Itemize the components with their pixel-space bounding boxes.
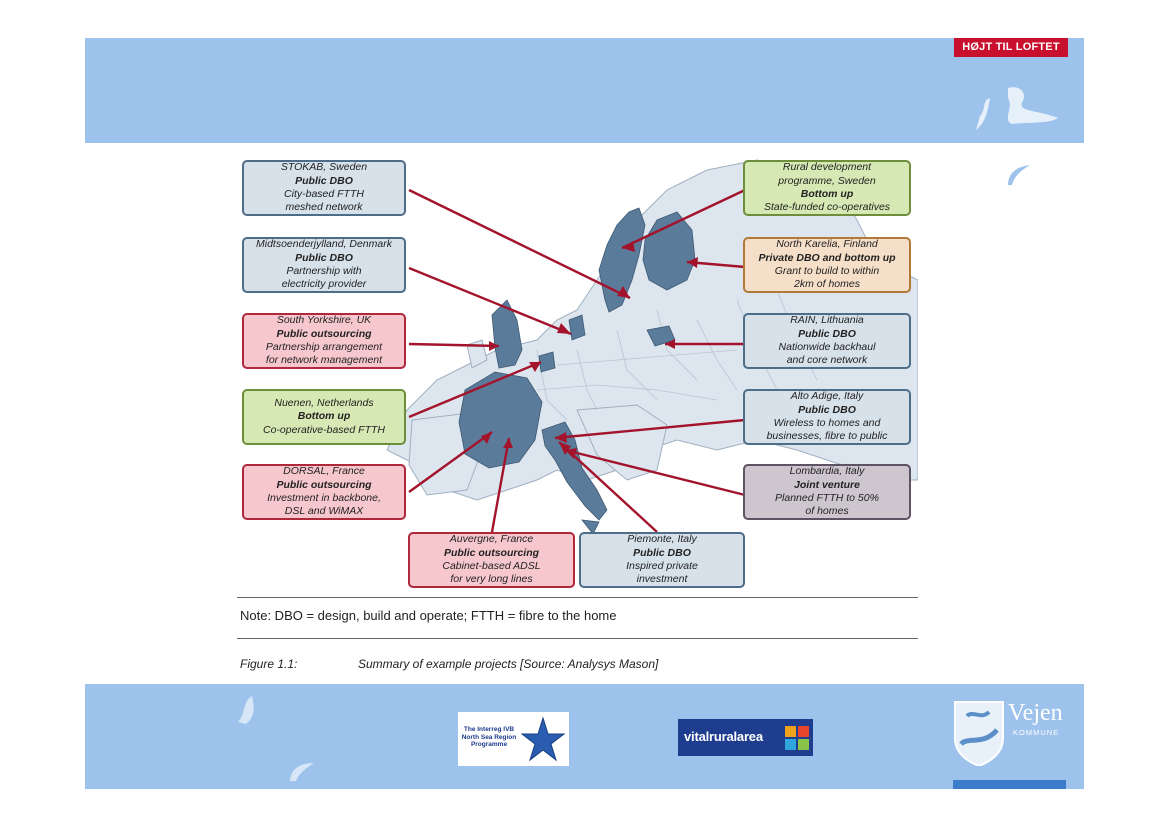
divider	[237, 638, 918, 639]
box-detail: electricity provider	[281, 278, 367, 291]
box-detail: Inspired private	[626, 560, 698, 572]
header-band	[85, 38, 1084, 143]
vitalruralarea-logo	[678, 719, 813, 756]
box-location: Lombardia, Italy	[789, 465, 865, 478]
project-box-stokab	[242, 160, 406, 216]
box-location: North Karelia, Finland	[776, 238, 878, 251]
interreg-logo-text: The Interreg IVB North Sea Region Programme	[461, 726, 517, 748]
box-location: Piemonte, Italy	[627, 533, 697, 546]
project-box-south-yorkshire	[242, 313, 406, 369]
box-detail: City-based FTTH	[284, 188, 364, 200]
vejen-logo-name: Vejen	[1008, 700, 1063, 726]
box-location: DORSAL, France	[283, 465, 365, 478]
river-icon	[968, 80, 1068, 140]
box-location: South Yorkshire, UK	[276, 314, 372, 327]
project-box-alto-adige	[743, 389, 911, 445]
box-model: Joint venture	[794, 478, 860, 491]
box-detail: Partnership arrangement	[265, 341, 383, 353]
project-box-dorsal	[242, 464, 406, 520]
project-box-rain	[743, 313, 911, 369]
interreg-logo	[458, 712, 569, 766]
box-detail: State-funded co-operatives	[763, 201, 891, 214]
project-box-auvergne	[408, 532, 575, 588]
box-model: Public DBO	[633, 546, 691, 559]
project-box-nuenen	[242, 389, 406, 445]
starfish-icon	[520, 716, 566, 762]
river-icon	[1000, 155, 1040, 190]
box-model: Public outsourcing	[443, 546, 540, 559]
box-detail: of homes	[805, 505, 849, 518]
box-detail: DSL and WiMAX	[284, 505, 364, 518]
box-location: Nuenen, Netherlands	[274, 396, 374, 409]
figure-note: Note: DBO = design, build and operate; FTTH = fibre to the home	[240, 608, 617, 623]
box-detail: Partnership with	[286, 265, 362, 277]
box-detail: for network management	[265, 354, 383, 367]
box-location: STOKAB, Sweden	[280, 161, 368, 174]
box-location: programme, Sweden	[778, 174, 876, 187]
box-location: Alto Adige, Italy	[790, 390, 864, 403]
map-netherlands	[539, 352, 555, 372]
figure-label: Figure 1.1:	[240, 657, 298, 671]
box-model: Public outsourcing	[276, 327, 372, 340]
box-model: Public DBO	[295, 174, 353, 187]
vitalruralarea-emblem-icon	[784, 725, 810, 751]
box-detail: Investment in backbone,	[267, 492, 381, 504]
box-detail: businesses, fibre to public	[766, 430, 888, 443]
box-model: Public DBO	[798, 327, 856, 340]
box-model: Private DBO and bottom up	[758, 251, 896, 264]
divider	[237, 597, 918, 598]
box-model: Public DBO	[798, 403, 856, 416]
box-detail: Co-operative-based FTTH	[263, 423, 385, 436]
project-box-north-karelia	[743, 237, 911, 293]
river-icon	[232, 692, 272, 728]
box-model: Bottom up	[297, 410, 351, 423]
box-location: Auvergne, France	[449, 533, 534, 546]
box-detail: meshed network	[285, 201, 363, 214]
box-location: RAIN, Lithuania	[790, 314, 864, 327]
box-detail: Grant to build to within	[774, 265, 880, 277]
box-detail: Planned FTTH to 50%	[775, 492, 879, 504]
vitalruralarea-logo-text: vitalruralarea	[684, 729, 763, 744]
vejen-logo-subtitle: KOMMUNE	[1013, 728, 1060, 737]
project-box-piemonte	[579, 532, 745, 588]
box-detail: 2km of homes	[794, 278, 860, 291]
vejen-shield-icon	[953, 700, 1005, 766]
box-location: Rural development	[782, 161, 872, 174]
figure-caption: Summary of example projects [Source: Analysys Mason]	[358, 657, 659, 671]
box-model: Bottom up	[800, 188, 854, 200]
box-location: Midtsoenderjylland, Denmark	[256, 238, 392, 251]
vejen-accent-bar	[953, 780, 1066, 789]
box-detail: Cabinet-based ADSL	[442, 560, 541, 572]
project-box-midtsoenderjylland	[242, 237, 406, 293]
brand-tag: HØJT TIL LOFTET	[954, 38, 1068, 57]
box-detail: Wireless to homes and	[773, 417, 881, 429]
project-box-rural-sweden	[743, 160, 911, 216]
box-detail: and core network	[786, 354, 868, 367]
europe-map	[237, 150, 918, 590]
box-detail: Nationwide backhaul	[778, 341, 876, 353]
box-model: Public outsourcing	[276, 478, 372, 491]
river-icon	[282, 755, 322, 785]
box-detail: investment	[636, 573, 688, 586]
box-model: Public DBO	[295, 251, 353, 264]
project-box-lombardia	[743, 464, 911, 520]
box-detail: for very long lines	[450, 573, 533, 586]
map-denmark	[569, 315, 585, 340]
